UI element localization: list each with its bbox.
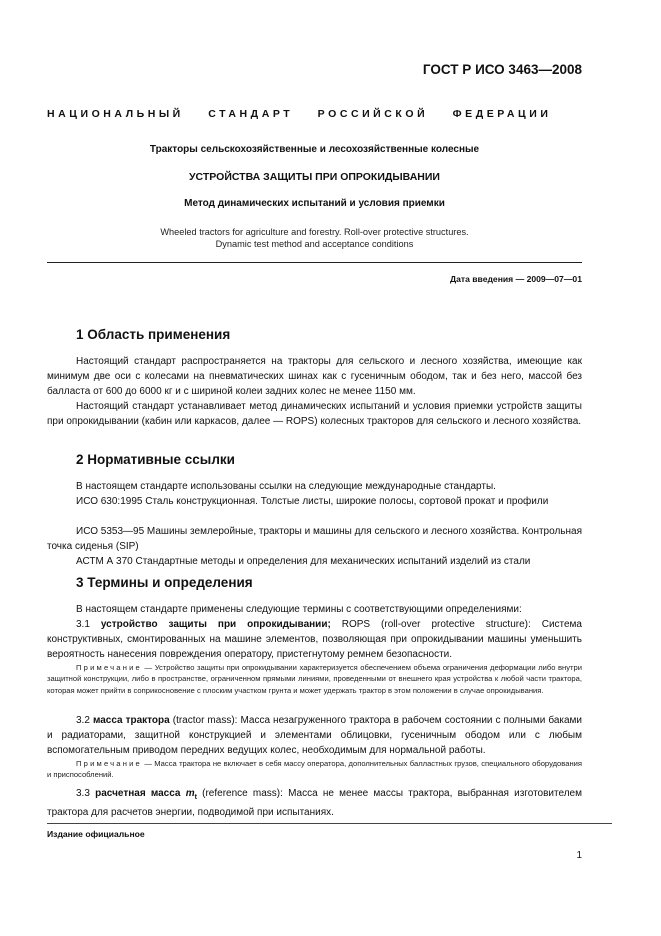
section-1-paragraph-1 (47, 354, 582, 399)
document-code: ГОСТ Р ИСО 3463—2008 (422, 62, 582, 77)
english-title-line-2: Dynamic test method and acceptance conditions (215, 239, 414, 249)
section-1-paragraph-2 (47, 399, 582, 429)
note-1-text: — Устройство защиты при опрокидывании характеризуется обеспечением объема ограничения деформации либо внутри защитной конструкции, либо в пространстве, ограниченном прямыми линиями, проведенными от внешнего края устройства к любой части трактора, которая может прийти в соприкосновение с плоским участком грунта и может удержать трактор в этом положении в случае опрокидывания. (47, 663, 582, 695)
title-line-1: Тракторы сельскохозяйственные и лесохозяйственные колесные (149, 144, 480, 155)
section-3-paragraph-1-text: В настоящем стандарте применены следующие термины с соответствующими определениями: (76, 604, 522, 615)
section-2-reference-astm-a370 (47, 554, 582, 569)
term-3-2 (47, 713, 582, 758)
term-3-3-definition: (reference mass): Масса не менее массы трактора, выбранная изготовителем трактора для расчетов энергии, подводимой при испытаниях. (47, 788, 582, 818)
title-line-2: УСТРОЙСТВА ЗАЩИТЫ ПРИ ОПРОКИДЫВАНИИ (189, 171, 440, 183)
section-1-paragraph-1-text: Настоящий стандарт распространяется на тракторы для сельского и лесного хозяйства, имеющие как минимум две оси с колесами на пневматических шинах как с гусеничным ободом, так и без него, массой без балласта от 600 до 6000 кг и с шириной колеи задних колес не менее 1150 мм. (47, 356, 582, 397)
section-2-heading: 2 Нормативные ссылки (76, 452, 235, 467)
term-3-3 (47, 786, 582, 820)
edition-label: Издание официальное (47, 829, 145, 839)
term-3-1-definition: ROPS (roll-over protective structure): Система конструктивных, смонтированных на машине элементов, позволяющая при опрокидывании машины уменьшить вероятность нанесения повреждения оператору, пристегнутому ремнем безопасности. (47, 619, 582, 660)
section-2-paragraph-1-text: В настоящем стандарте использованы ссылки на следующие международные стандарты. (76, 481, 496, 492)
term-3-1-name: устройство защиты при опрокидывании; (100, 619, 331, 630)
term-3-2-name: масса трактора (92, 715, 170, 726)
note-2 (47, 758, 582, 781)
title-line-3: Метод динамических испытаний и условия приемки (184, 198, 445, 209)
section-2-reference-iso-630 (47, 494, 582, 509)
section-2-reference-iso-630-text: ИСО 630:1995 Сталь конструкционная. Толстые листы, широкие полосы, сортовой прокат и профили (76, 496, 549, 507)
national-standard-banner: НАЦИОНАЛЬНЫЙ СТАНДАРТ РОССИЙСКОЙ ФЕДЕРАЦИИ (47, 108, 552, 120)
title-divider (47, 262, 582, 263)
section-2-reference-iso-5353-text: ИСО 5353—95 Машины землеройные, тракторы и машины для сельского и лесного хозяйства. Контрольная точка сиденья (SIP) (47, 526, 582, 552)
section-2-paragraph-1 (47, 479, 582, 494)
section-3-paragraph-1 (47, 602, 582, 617)
term-3-1 (47, 617, 582, 662)
page-number: 1 (576, 850, 582, 861)
section-1-paragraph-2-text: Настоящий стандарт устанавливает метод динамических испытаний и условия приемки устройств защиты при опрокидывании (кабин или каркасов, далее — ROPS) колесных тракторов для сельского и лесного хозяйства. (47, 401, 582, 427)
section-2-reference-astm-a370-text: АСТМ А 370 Стандартные методы и определения для механических испытаний изделий из стали (76, 556, 531, 567)
english-title-line-1: Wheeled tractors for agriculture and forestry. Roll-over protective structures. (160, 227, 469, 237)
note-1-label: Примечание (76, 663, 142, 672)
english-title (47, 226, 582, 250)
section-1-heading: 1 Область применения (76, 327, 231, 342)
term-3-3-symbol-subscript: t (194, 794, 197, 801)
term-3-2-definition: (tractor mass): Масса незагруженного трактора в рабочем состоянии с полными баками и радиаторами, защитной конструкцией и элементами облицовки, гусеничным ободом или с любым вспомогательным приводом передних ведущих колес, необходимым для нормальной работы. (47, 715, 583, 756)
term-3-1-number: 3.1 (76, 619, 90, 630)
section-2-reference-iso-5353 (47, 524, 582, 554)
term-3-2-number: 3.2 (76, 715, 90, 726)
note-1 (47, 662, 582, 696)
term-3-3-number: 3.3 (76, 788, 90, 799)
term-3-3-symbol: m (185, 788, 195, 799)
note-2-text: — Масса трактора не включает в себя массу оператора, дополнительных балластных грузов, специального оборудования и приспособлений. (47, 759, 582, 780)
note-2-label: Примечание (76, 759, 142, 768)
footer-divider (47, 823, 612, 824)
introduction-date: Дата введения — 2009—07—01 (449, 274, 582, 284)
section-3-heading: 3 Термины и определения (76, 575, 253, 590)
term-3-3-name: расчетная масса (95, 788, 181, 799)
